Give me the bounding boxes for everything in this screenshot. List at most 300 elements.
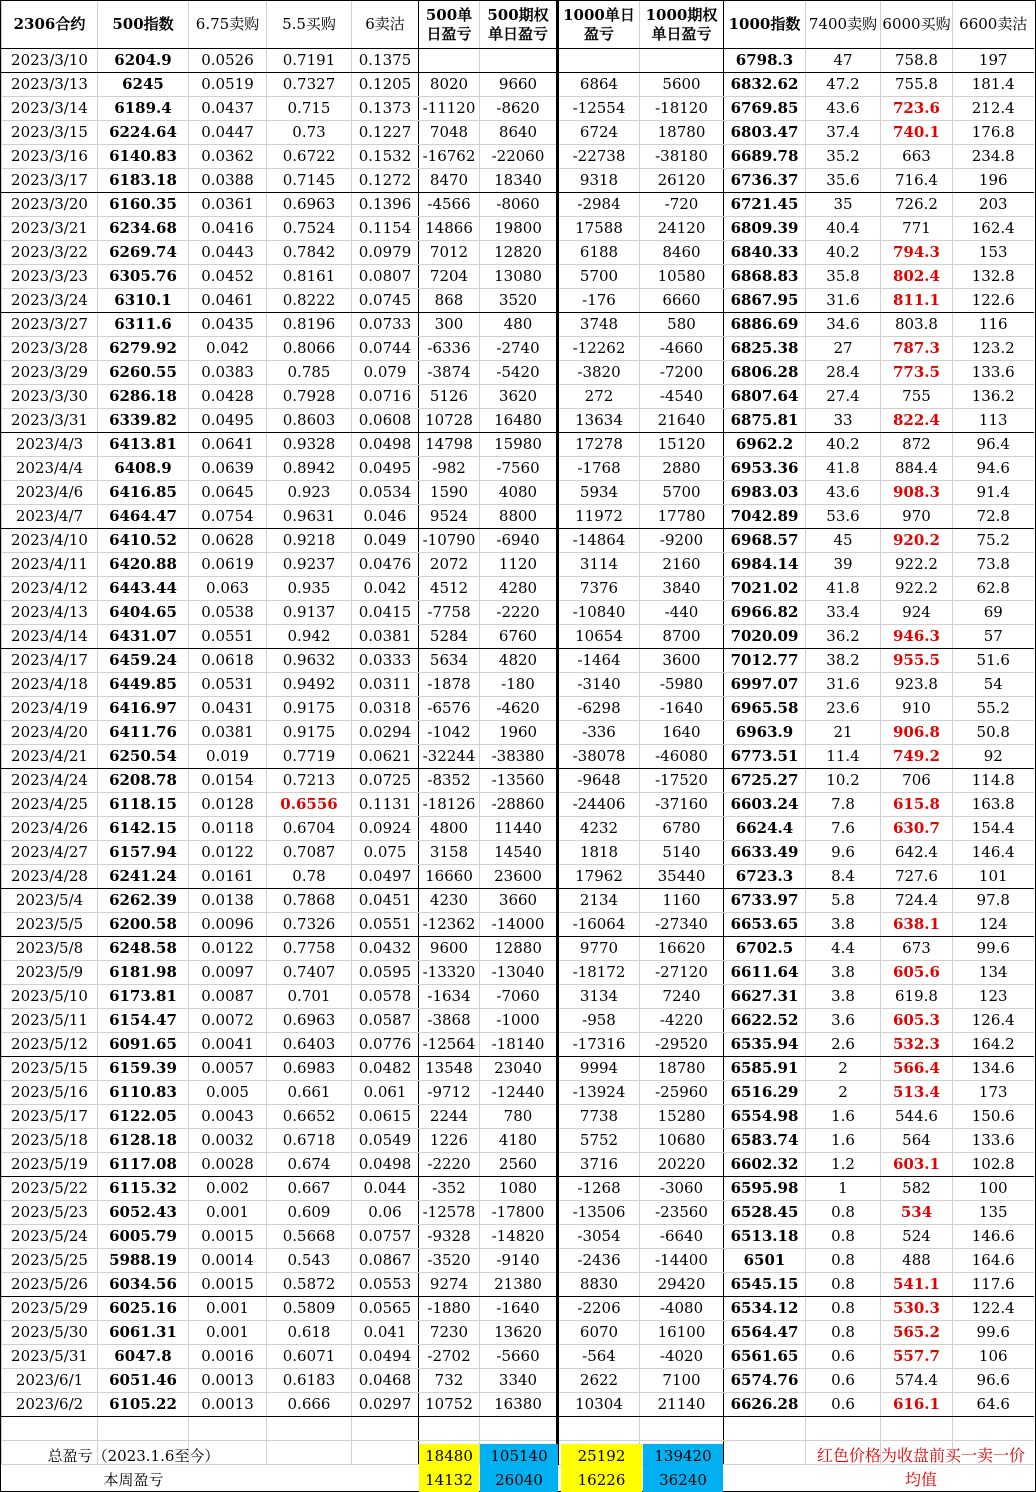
- cell-6000-buy-call: 758.8: [881, 49, 953, 73]
- cell-6-sell-put: 0.0615: [352, 1105, 419, 1129]
- cell-55-buy-call: 0.935: [267, 577, 352, 601]
- cell-6600-sell-put: 51.6: [953, 649, 1034, 673]
- header-6000-buy-call: 6000买购: [881, 1, 953, 49]
- table-row: [2, 289, 1034, 313]
- cell-1000-index: 6965.58: [724, 697, 806, 721]
- cell-675-sell-call: 0.0057: [189, 1057, 267, 1081]
- cell-date: 2023/5/23: [2, 1201, 98, 1225]
- cell-6-sell-put: 0.0595: [352, 961, 419, 985]
- cell-6-sell-put: 0.0311: [352, 673, 419, 697]
- cell-6-sell-put: 0.079: [352, 361, 419, 385]
- cell-500-daily-pnl: 10752: [419, 1393, 480, 1417]
- cell-1000-option-pnl: -18120: [640, 97, 724, 121]
- cell-6000-buy-call: 642.4: [881, 841, 953, 865]
- cell-7400-sell-call: 0.8: [806, 1249, 881, 1273]
- cell-55-buy-call: 0.609: [267, 1201, 352, 1225]
- cell-500-option-pnl: -4620: [480, 697, 558, 721]
- cell-6600-sell-put: 173: [953, 1081, 1034, 1105]
- cell-1000-daily-pnl: 5934: [558, 481, 640, 505]
- cell-675-sell-call: 0.0032: [189, 1129, 267, 1153]
- cell-1000-index: 7042.89: [724, 505, 806, 529]
- cell-date: 2023/4/18: [2, 673, 98, 697]
- cell-500-daily-pnl: -32244: [419, 745, 480, 769]
- cell-6000-buy-call: 488: [881, 1249, 953, 1273]
- cell-1000-option-pnl: 7100: [640, 1369, 724, 1393]
- cell-55-buy-call: 0.9492: [267, 673, 352, 697]
- cell-date: 2023/5/5: [2, 913, 98, 937]
- cell-7400-sell-call: 39: [806, 553, 881, 577]
- empty-row: [2, 1417, 1034, 1441]
- cell-6600-sell-put: 55.2: [953, 697, 1034, 721]
- cell-6000-buy-call: 513.4: [881, 1081, 953, 1105]
- cell-1000-option-pnl: 3840: [640, 577, 724, 601]
- cell-6600-sell-put: 164.6: [953, 1249, 1034, 1273]
- cell-55-buy-call: 0.7145: [267, 169, 352, 193]
- cell-55-buy-call: 0.9218: [267, 529, 352, 553]
- cell-6600-sell-put: 50.8: [953, 721, 1034, 745]
- cell-1000-option-pnl: -29520: [640, 1033, 724, 1057]
- cell-6600-sell-put: 64.6: [953, 1393, 1034, 1417]
- cell-6-sell-put: 0.1396: [352, 193, 419, 217]
- cell-500-daily-pnl: 5634: [419, 649, 480, 673]
- cell-1000-option-pnl: -17520: [640, 769, 724, 793]
- cell-500-daily-pnl: 5126: [419, 385, 480, 409]
- cell-500-option-pnl: 16480: [480, 409, 558, 433]
- cell-500-option-pnl: 4080: [480, 481, 558, 505]
- cell-500-daily-pnl: -11120: [419, 97, 480, 121]
- cell-7400-sell-call: 33.4: [806, 601, 881, 625]
- table-row: [2, 1201, 1034, 1225]
- cell-55-buy-call: 0.9237: [267, 553, 352, 577]
- cell-675-sell-call: 0.0388: [189, 169, 267, 193]
- cell-6-sell-put: 0.1205: [352, 73, 419, 97]
- cell-675-sell-call: 0.0495: [189, 409, 267, 433]
- cell-500-daily-pnl: -7758: [419, 601, 480, 625]
- cell-date: 2023/5/17: [2, 1105, 98, 1129]
- cell-1000-option-pnl: -440: [640, 601, 724, 625]
- week-1000-pnl: 16226: [561, 1468, 642, 1492]
- cell-6000-buy-call: 970: [881, 505, 953, 529]
- cell-500-daily-pnl: 7204: [419, 265, 480, 289]
- cell-1000-daily-pnl: 6724: [558, 121, 640, 145]
- cell-500-option-pnl: 1080: [480, 1177, 558, 1201]
- cell-6-sell-put: 0.0497: [352, 865, 419, 889]
- cell-6000-buy-call: 724.4: [881, 889, 953, 913]
- cell-675-sell-call: 0.0447: [189, 121, 267, 145]
- header-row: [2, 1, 1034, 49]
- cell-6000-buy-call: 630.7: [881, 817, 953, 841]
- cell-1000-index: 6723.3: [724, 865, 806, 889]
- cell-7400-sell-call: 3.6: [806, 1009, 881, 1033]
- cell-6000-buy-call: 923.8: [881, 673, 953, 697]
- cell-500-index: 6250.54: [98, 745, 189, 769]
- cell-675-sell-call: 0.0128: [189, 793, 267, 817]
- table-row: [2, 1249, 1034, 1273]
- cell-1000-index: 6962.2: [724, 433, 806, 457]
- cell-date: 2023/4/11: [2, 553, 98, 577]
- table-row: [2, 1177, 1034, 1201]
- cell-6600-sell-put: 91.4: [953, 481, 1034, 505]
- cell-1000-index: 6611.64: [724, 961, 806, 985]
- cell-500-index: 6181.98: [98, 961, 189, 985]
- table-row: [2, 1273, 1034, 1297]
- cell-1000-index: 6966.82: [724, 601, 806, 625]
- cell-500-index: 6410.52: [98, 529, 189, 553]
- table-row: [2, 721, 1034, 745]
- cell-675-sell-call: 0.0161: [189, 865, 267, 889]
- cell-7400-sell-call: 21: [806, 721, 881, 745]
- cell-date: 2023/5/11: [2, 1009, 98, 1033]
- cell-6-sell-put: 0.046: [352, 505, 419, 529]
- cell-7400-sell-call: [806, 1417, 881, 1441]
- cell-date: 2023/4/17: [2, 649, 98, 673]
- cell-6000-buy-call: 574.4: [881, 1369, 953, 1393]
- header-500-option-daily-pnl: 500期权单日盈亏: [480, 1, 558, 49]
- cell-500-index: 6443.44: [98, 577, 189, 601]
- cell-6600-sell-put: 57: [953, 625, 1034, 649]
- cell-675-sell-call: 0.0122: [189, 937, 267, 961]
- cell-1000-option-pnl: 20220: [640, 1153, 724, 1177]
- table-row: [2, 1033, 1034, 1057]
- cell-6000-buy-call: 524: [881, 1225, 953, 1249]
- cell-7400-sell-call: 41.8: [806, 457, 881, 481]
- cell-500-index: 6224.64: [98, 121, 189, 145]
- cell-1000-daily-pnl: -958: [558, 1009, 640, 1033]
- cell-500-index: 6408.9: [98, 457, 189, 481]
- cell-1000-option-pnl: [640, 49, 724, 73]
- cell-55-buy-call: 0.7213: [267, 769, 352, 793]
- cell-6-sell-put: 0.0744: [352, 337, 419, 361]
- cell-date: 2023/4/14: [2, 625, 98, 649]
- cell-500-option-pnl: 9660: [480, 73, 558, 97]
- cell-1000-index: 6733.97: [724, 889, 806, 913]
- cell-date: 2023/6/1: [2, 1369, 98, 1393]
- cell-1000-index: 6984.14: [724, 553, 806, 577]
- cell-date: 2023/5/29: [2, 1297, 98, 1321]
- cell-1000-option-pnl: -6640: [640, 1225, 724, 1249]
- cell-675-sell-call: 0.0072: [189, 1009, 267, 1033]
- cell-7400-sell-call: 36.2: [806, 625, 881, 649]
- cell-500-option-pnl: 4820: [480, 649, 558, 673]
- cell-6600-sell-put: 124: [953, 913, 1034, 937]
- cell-55-buy-call: 0.5872: [267, 1273, 352, 1297]
- cell-1000-index: 6535.94: [724, 1033, 806, 1057]
- cell-6-sell-put: 0.1272: [352, 169, 419, 193]
- cell-7400-sell-call: 1.2: [806, 1153, 881, 1177]
- table-row: [2, 433, 1034, 457]
- cell-6600-sell-put: 134: [953, 961, 1034, 985]
- cell-1000-option-pnl: -14400: [640, 1249, 724, 1273]
- cell-1000-daily-pnl: -14864: [558, 529, 640, 553]
- cell-6000-buy-call: 755.8: [881, 73, 953, 97]
- cell-1000-option-pnl: [640, 1417, 724, 1441]
- cell-55-buy-call: 0.7719: [267, 745, 352, 769]
- cell-1000-index: 6528.45: [724, 1201, 806, 1225]
- cell-1000-index: 6689.78: [724, 145, 806, 169]
- cell-7400-sell-call: 38.2: [806, 649, 881, 673]
- total-500-option-pnl: 105140: [480, 1444, 558, 1468]
- cell-7400-sell-call: 23.6: [806, 697, 881, 721]
- cell-7400-sell-call: 2: [806, 1081, 881, 1105]
- cell-500-option-pnl: -8620: [480, 97, 558, 121]
- table-row: [2, 697, 1034, 721]
- cell-6-sell-put: 0.0807: [352, 265, 419, 289]
- cell-6000-buy-call: 920.2: [881, 529, 953, 553]
- cell-500-option-pnl: 18340: [480, 169, 558, 193]
- cell-500-daily-pnl: 4512: [419, 577, 480, 601]
- cell-6-sell-put: 0.075: [352, 841, 419, 865]
- cell-1000-daily-pnl: -17316: [558, 1033, 640, 1057]
- cell-7400-sell-call: 34.6: [806, 313, 881, 337]
- cell-1000-option-pnl: -1640: [640, 697, 724, 721]
- cell-1000-daily-pnl: -2436: [558, 1249, 640, 1273]
- header-1000-index: 1000指数: [724, 1, 806, 49]
- cell-1000-option-pnl: -23560: [640, 1201, 724, 1225]
- cell-500-index: 6034.56: [98, 1273, 189, 1297]
- cell-500-daily-pnl: -982: [419, 457, 480, 481]
- table-body: [2, 49, 1034, 1465]
- cell-500-option-pnl: 12880: [480, 937, 558, 961]
- cell-500-option-pnl: -14820: [480, 1225, 558, 1249]
- week-500-pnl: 14132: [419, 1468, 479, 1492]
- header-675-sell-call: 6.75卖购: [189, 1, 267, 49]
- cell-55-buy-call: 0.7842: [267, 241, 352, 265]
- cell-500-option-pnl: 3340: [480, 1369, 558, 1393]
- cell-6600-sell-put: 132.8: [953, 265, 1034, 289]
- cell-55-buy-call: 0.9175: [267, 697, 352, 721]
- cell-6000-buy-call: 727.6: [881, 865, 953, 889]
- cell-500-index: 6105.22: [98, 1393, 189, 1417]
- cell-500-daily-pnl: -10790: [419, 529, 480, 553]
- cell-55-buy-call: 0.7326: [267, 913, 352, 937]
- cell-date: 2023/3/22: [2, 241, 98, 265]
- options-pnl-table: [1, 1, 1034, 1465]
- cell-675-sell-call: 0.0383: [189, 361, 267, 385]
- cell-1000-daily-pnl: -1464: [558, 649, 640, 673]
- cell-55-buy-call: 0.7868: [267, 889, 352, 913]
- cell-500-daily-pnl: -1880: [419, 1297, 480, 1321]
- cell-500-index: 6431.07: [98, 625, 189, 649]
- cell-500-option-pnl: 13080: [480, 265, 558, 289]
- cell-55-buy-call: 0.9137: [267, 601, 352, 625]
- cell-1000-option-pnl: 6660: [640, 289, 724, 313]
- cell-date: 2023/3/15: [2, 121, 98, 145]
- cell-55-buy-call: 0.6071: [267, 1345, 352, 1369]
- cell-date: 2023/3/27: [2, 313, 98, 337]
- cell-675-sell-call: 0.0443: [189, 241, 267, 265]
- cell-date: 2023/4/13: [2, 601, 98, 625]
- table-row: [2, 409, 1034, 433]
- cell-55-buy-call: 0.6652: [267, 1105, 352, 1129]
- table-row: [2, 529, 1034, 553]
- cell-1000-index: 6886.69: [724, 313, 806, 337]
- cell-500-daily-pnl: 868: [419, 289, 480, 313]
- table-row: [2, 193, 1034, 217]
- cell-7400-sell-call: 43.6: [806, 481, 881, 505]
- cell-1000-index: 6501: [724, 1249, 806, 1273]
- cell-500-daily-pnl: 8470: [419, 169, 480, 193]
- cell-500-index: 6204.9: [98, 49, 189, 73]
- cell-6000-buy-call: 773.5: [881, 361, 953, 385]
- cell-1000-daily-pnl: 7376: [558, 577, 640, 601]
- cell-675-sell-call: 0.0015: [189, 1225, 267, 1249]
- week-1000-option-pnl: 36240: [643, 1468, 723, 1492]
- cell-7400-sell-call: 27: [806, 337, 881, 361]
- cell-1000-option-pnl: 10580: [640, 265, 724, 289]
- cell-675-sell-call: 0.063: [189, 577, 267, 601]
- cell-500-option-pnl: 8640: [480, 121, 558, 145]
- cell-500-option-pnl: [480, 1417, 558, 1441]
- cell-500-daily-pnl: -6576: [419, 697, 480, 721]
- cell-6000-buy-call: 603.1: [881, 1153, 953, 1177]
- cell-675-sell-call: 0.0014: [189, 1249, 267, 1273]
- cell-500-daily-pnl: 5284: [419, 625, 480, 649]
- table-row: [2, 481, 1034, 505]
- cell-1000-index: 6534.12: [724, 1297, 806, 1321]
- cell-6600-sell-put: 176.8: [953, 121, 1034, 145]
- cell-6600-sell-put: 126.4: [953, 1009, 1034, 1033]
- cell-6600-sell-put: 197: [953, 49, 1034, 73]
- cell-6000-buy-call: 908.3: [881, 481, 953, 505]
- cell-date: 2023/4/12: [2, 577, 98, 601]
- cell-1000-option-pnl: 2160: [640, 553, 724, 577]
- cell-500-option-pnl: 16380: [480, 1393, 558, 1417]
- cell-675-sell-call: 0.002: [189, 1177, 267, 1201]
- cell-500-option-pnl: -12440: [480, 1081, 558, 1105]
- cell-1000-index: 7020.09: [724, 625, 806, 649]
- cell-6-sell-put: 0.0534: [352, 481, 419, 505]
- cell-500-index: 6052.43: [98, 1201, 189, 1225]
- cell-500-daily-pnl: -1634: [419, 985, 480, 1009]
- cell-55-buy-call: 0.674: [267, 1153, 352, 1177]
- cell-1000-index: 6809.39: [724, 217, 806, 241]
- cell-1000-daily-pnl: 9994: [558, 1057, 640, 1081]
- cell-55-buy-call: 0.661: [267, 1081, 352, 1105]
- cell-1000-option-pnl: 24120: [640, 217, 724, 241]
- cell-7400-sell-call: 40.2: [806, 241, 881, 265]
- cell-date: 2023/5/19: [2, 1153, 98, 1177]
- cell-1000-option-pnl: 16620: [640, 937, 724, 961]
- cell-7400-sell-call: 35.2: [806, 145, 881, 169]
- cell-500-option-pnl: -180: [480, 673, 558, 697]
- cell-6600-sell-put: 99.6: [953, 937, 1034, 961]
- cell-1000-index: 6798.3: [724, 49, 806, 73]
- cell-675-sell-call: 0.0531: [189, 673, 267, 697]
- cell-675-sell-call: 0.0118: [189, 817, 267, 841]
- cell-1000-index: 6968.57: [724, 529, 806, 553]
- cell-7400-sell-call: 41.8: [806, 577, 881, 601]
- cell-1000-index: 6875.81: [724, 409, 806, 433]
- cell-1000-daily-pnl: 17278: [558, 433, 640, 457]
- cell-6000-buy-call: 922.2: [881, 577, 953, 601]
- cell-500-daily-pnl: -1878: [419, 673, 480, 697]
- cell-1000-daily-pnl: -13924: [558, 1081, 640, 1105]
- cell-1000-daily-pnl: 4232: [558, 817, 640, 841]
- cell-1000-option-pnl: 8700: [640, 625, 724, 649]
- cell-500-daily-pnl: 4800: [419, 817, 480, 841]
- cell-1000-daily-pnl: -2206: [558, 1297, 640, 1321]
- cell-6600-sell-put: [953, 1417, 1034, 1441]
- cell-500-daily-pnl: 13548: [419, 1057, 480, 1081]
- cell-7400-sell-call: 35.8: [806, 265, 881, 289]
- table-row: [2, 1129, 1034, 1153]
- cell-1000-index: 6773.51: [724, 745, 806, 769]
- cell-6-sell-put: 0.0498: [352, 1153, 419, 1177]
- cell-500-index: 6464.47: [98, 505, 189, 529]
- cell-1000-index: 6516.29: [724, 1081, 806, 1105]
- cell-1000-option-pnl: 1160: [640, 889, 724, 913]
- cell-55-buy-call: 0.6704: [267, 817, 352, 841]
- cell-date: 2023/4/25: [2, 793, 98, 817]
- cell-7400-sell-call: 1.6: [806, 1105, 881, 1129]
- cell-1000-index: 6702.5: [724, 937, 806, 961]
- cell-7400-sell-call: 40.2: [806, 433, 881, 457]
- cell-6600-sell-put: 75.2: [953, 529, 1034, 553]
- table-row: [2, 577, 1034, 601]
- cell-500-daily-pnl: -3874: [419, 361, 480, 385]
- cell-500-daily-pnl: 2244: [419, 1105, 480, 1129]
- cell-date: 2023/5/24: [2, 1225, 98, 1249]
- cell-6600-sell-put: 162.4: [953, 217, 1034, 241]
- cell-6600-sell-put: 134.6: [953, 1057, 1034, 1081]
- cell-6600-sell-put: 100: [953, 1177, 1034, 1201]
- cell-500-index: 6413.81: [98, 433, 189, 457]
- cell-500-index: 6245: [98, 73, 189, 97]
- cell-date: 2023/5/18: [2, 1129, 98, 1153]
- cell-6-sell-put: 0.1154: [352, 217, 419, 241]
- cell-500-daily-pnl: -12564: [419, 1033, 480, 1057]
- cell-675-sell-call: 0.0016: [189, 1345, 267, 1369]
- cell-6-sell-put: 0.0776: [352, 1033, 419, 1057]
- cell-6600-sell-put: 163.8: [953, 793, 1034, 817]
- cell-6-sell-put: [352, 1417, 419, 1441]
- cell-6000-buy-call: 565.2: [881, 1321, 953, 1345]
- total-500-pnl: 18480: [419, 1444, 479, 1468]
- cell-55-buy-call: 0.7524: [267, 217, 352, 241]
- cell-6600-sell-put: 72.8: [953, 505, 1034, 529]
- cell-500-option-pnl: -28860: [480, 793, 558, 817]
- table-row: [2, 961, 1034, 985]
- cell-7400-sell-call: 45: [806, 529, 881, 553]
- cell-6-sell-put: 0.0979: [352, 241, 419, 265]
- cell-7400-sell-call: 5.8: [806, 889, 881, 913]
- cell-1000-daily-pnl: -1768: [558, 457, 640, 481]
- cell-1000-index: 6627.31: [724, 985, 806, 1009]
- cell-date: 2023/5/8: [2, 937, 98, 961]
- cell-55-buy-call: 0.8222: [267, 289, 352, 313]
- cell-675-sell-call: 0.0551: [189, 625, 267, 649]
- table-row: [2, 625, 1034, 649]
- cell-1000-daily-pnl: 6188: [558, 241, 640, 265]
- cell-date: 2023/5/9: [2, 961, 98, 985]
- cell-500-index: 6339.82: [98, 409, 189, 433]
- cell-500-daily-pnl: 8020: [419, 73, 480, 97]
- table-row: [2, 49, 1034, 73]
- cell-7400-sell-call: 35.6: [806, 169, 881, 193]
- cell-500-index: 6128.18: [98, 1129, 189, 1153]
- cell-500-option-pnl: 19800: [480, 217, 558, 241]
- cell-6600-sell-put: 113: [953, 409, 1034, 433]
- cell-6-sell-put: 0.0621: [352, 745, 419, 769]
- cell-500-option-pnl: -2740: [480, 337, 558, 361]
- cell-1000-index: 6626.28: [724, 1393, 806, 1417]
- cell-500-daily-pnl: 14866: [419, 217, 480, 241]
- cell-500-option-pnl: -1640: [480, 1297, 558, 1321]
- cell-6600-sell-put: 122.4: [953, 1297, 1034, 1321]
- cell-675-sell-call: 0.0361: [189, 193, 267, 217]
- cell-6600-sell-put: 96.6: [953, 1369, 1034, 1393]
- cell-1000-daily-pnl: -12262: [558, 337, 640, 361]
